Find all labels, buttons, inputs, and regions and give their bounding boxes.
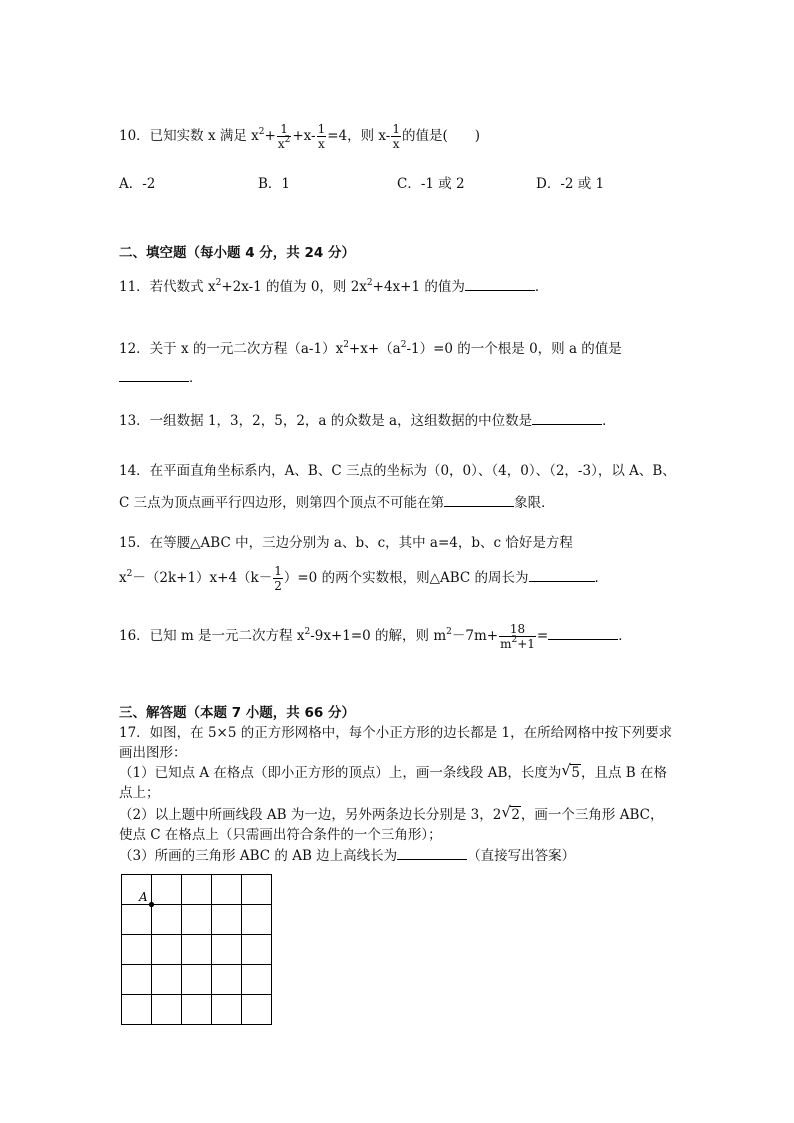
frac-num: 1 <box>277 122 292 137</box>
sqrt <box>561 763 581 783</box>
fraction <box>499 622 536 651</box>
answer-blank[interactable] <box>119 367 189 382</box>
answer-blank[interactable] <box>548 625 618 640</box>
sqrt-radicand: 5 <box>571 765 580 781</box>
q14-end: 象限． <box>514 495 555 511</box>
frac-num: 18 <box>499 622 536 637</box>
question-17-line-5 <box>119 805 663 825</box>
q11-text-a: 11．若代数式 x <box>119 279 216 295</box>
question-14-line-2 <box>119 492 555 513</box>
superscript: 2 <box>511 635 518 645</box>
q11-text-b: +2x-1 的值为 0，则 2x <box>221 279 367 295</box>
q13-text: 13．一组数据 1，3，2，5，2，a 的众数是 a，这组数据的中位数是 <box>119 413 533 429</box>
answer-blank[interactable] <box>465 276 535 291</box>
superscript: 2 <box>126 569 133 579</box>
question-17-line-7 <box>119 845 575 866</box>
q11-end: ． <box>534 279 549 295</box>
q12-text-c: -1）=0 的一个根是 0，则 a 的值是 <box>406 341 622 357</box>
q12-end: ． <box>189 370 203 386</box>
point-a-label: A <box>139 890 148 904</box>
choice-c[interactable]: C．-1 或 2 <box>397 176 465 192</box>
q17-text: ，画一个三角形 ABC， <box>520 807 664 823</box>
frac-num: 1 <box>317 122 326 136</box>
superscript: 2 <box>284 135 291 145</box>
fraction <box>273 564 283 593</box>
sqrt <box>501 805 521 825</box>
fraction <box>277 122 292 151</box>
point-a[interactable] <box>149 902 154 907</box>
fraction <box>317 122 327 151</box>
sqrt-radicand: 2 <box>511 807 520 823</box>
superscript: 2 <box>258 127 265 137</box>
section-3-title: 三、解答题（本题 7 小题，共 66 分） <box>119 705 355 721</box>
q10-mid: +x- <box>292 128 316 144</box>
superscript: 2 <box>343 340 349 350</box>
q10-plus: + <box>264 128 276 144</box>
frac-den-var: x <box>277 137 285 151</box>
answer-blank[interactable] <box>444 492 514 507</box>
q17-text: （2）以上题中所画线段 AB 为一边，另外两条边长分别是 3，2 <box>119 807 502 823</box>
superscript: 2 <box>304 627 311 637</box>
q17-text: （3）所画的三角形 ABC 的 AB 边上高线长为 <box>119 848 398 864</box>
q15-tail: ）=0 的两个实数根，则△ABC 的周长为 <box>283 570 529 586</box>
q12-text-b: +x+（a <box>348 341 401 357</box>
question-14-line-1: 14．在平面直角坐标系内，A、B、C 三点的坐标为（0，0）、（4，0）、（2，-3），以 A、B、 <box>119 463 676 479</box>
q16-text-b: -9x+1=0 的解，则 m <box>310 628 447 644</box>
frac-den: 2 <box>274 579 282 593</box>
q11-text-c: +4x+1 的值为 <box>372 279 465 295</box>
superscript: 2 <box>446 627 452 637</box>
question-13 <box>119 410 616 431</box>
question-12-answer-line <box>119 367 203 388</box>
q15-x: x <box>119 570 127 586</box>
grid-5x5[interactable] <box>120 873 274 1027</box>
question-12 <box>119 339 622 359</box>
question-17-line-4: 点上； <box>119 785 160 801</box>
sqrt-sign: √ <box>501 803 511 821</box>
q14-text: C 三点为顶点画平行四边形，则第四个顶点不可能在第 <box>119 495 445 511</box>
answer-blank[interactable] <box>532 410 602 425</box>
section-2-title: 二、填空题（每小题 4 分，共 24 分） <box>119 245 355 261</box>
frac-den: x <box>392 137 400 151</box>
superscript: 2 <box>215 278 222 288</box>
q15-end: ． <box>594 570 608 586</box>
frac-den: x <box>318 137 325 151</box>
frac-den <box>499 637 536 651</box>
q16-eq: = <box>536 628 549 644</box>
question-15-line-1: 15．在等腰△ABC 中，三边分别为 a、b、c，其中 a=4，b、c 恰好是方程 <box>119 535 573 551</box>
q13-end: ． <box>602 413 616 429</box>
frac-den-var: m <box>500 637 512 651</box>
superscript: 2 <box>400 340 407 350</box>
q10-text: 10．已知实数 x 满足 x <box>119 128 259 144</box>
question-16 <box>119 622 632 651</box>
q17-text: ，且点 B 在格 <box>580 765 667 781</box>
q10-suffix: 的值是( ) <box>402 128 481 144</box>
question-10 <box>119 122 480 151</box>
superscript: 2 <box>366 278 373 288</box>
fraction <box>391 122 401 151</box>
question-17-line-3 <box>119 763 667 783</box>
question-17-line-1: 17．如图，在 5×5 的正方形网格中，每个小正方形的边长都是 1，在所给网格中按下列要求 <box>119 725 673 741</box>
q17-text: （直接写出答案） <box>467 848 576 864</box>
q16-text-a: 16．已知 m 是一元二次方程 x <box>119 628 305 644</box>
q16-text-c: －7m+ <box>451 628 499 644</box>
question-15-line-2 <box>119 564 608 593</box>
choice-b[interactable]: B．1 <box>258 176 291 192</box>
frac-num: 1 <box>274 564 282 578</box>
question-11 <box>119 276 548 297</box>
question-17-line-6: 使点 C 在格点上（只需画出符合条件的一个三角形）； <box>119 827 442 843</box>
q17-text: （1）已知点 A 在格点（即小正方形的顶点）上，画一条线段 AB，长度为 <box>119 765 562 781</box>
q15-mid: －（2k+1）x+4（k－ <box>132 570 273 586</box>
question-17-line-2: 画出图形： <box>119 745 187 761</box>
frac-num: 1 <box>392 122 401 136</box>
choice-d[interactable]: D．-2 或 1 <box>536 176 605 192</box>
q10-eq: =4，则 x- <box>327 128 391 144</box>
answer-blank[interactable] <box>397 845 467 860</box>
answer-blank[interactable] <box>529 567 595 582</box>
q12-text-a: 12．关于 x 的一元二次方程（a-1）x <box>119 341 344 357</box>
sqrt-sign: √ <box>561 761 571 779</box>
q16-end: ． <box>618 628 632 644</box>
choice-a[interactable]: A．-2 <box>119 176 156 192</box>
frac-den <box>277 137 292 151</box>
frac-den-tail: +1 <box>517 637 535 651</box>
